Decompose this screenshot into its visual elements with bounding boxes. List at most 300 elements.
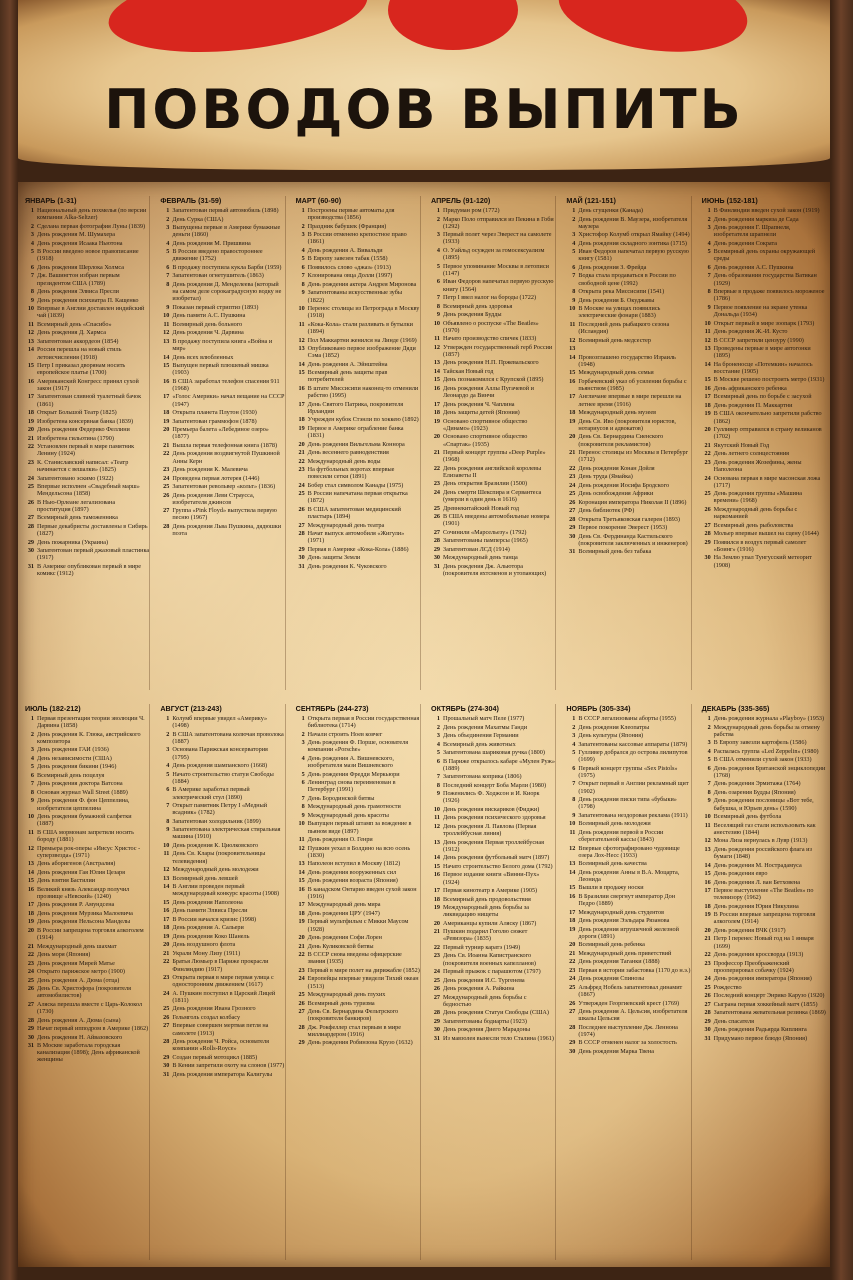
entry-day: 2 [30,730,34,738]
calendar-entry [22,910,149,917]
calendar-entry [563,749,690,763]
entry-text: Гельмголь создал колбасу [172,1013,241,1021]
entry-day: 16 [569,377,576,385]
entry-text: Всемирный день медсестер [578,336,651,344]
entry-text: День рождения возраста (Япония) [307,877,398,885]
entry-day: 23 [27,458,34,466]
entry-text: День рождения Р. Амундсена [37,901,115,909]
calendar-entry [563,1048,690,1055]
entry-day: 27 [163,1022,170,1030]
calendar-entry [428,806,555,813]
calendar-entry [22,240,149,247]
entry-text: Объявлено о роспуске «The Beatles» (1970) [443,319,539,334]
entry-text: Всемирный день больного [172,320,243,328]
calendar-entry [699,554,826,568]
entry-text: День познакомился с Крупской (1895) [443,376,544,384]
entry-day: 1 [166,715,170,722]
entry-day: 2 [166,730,170,738]
entry-text: День рождения кроссворда (1913) [713,951,804,959]
entry-text: В продажу поступила кукла Барби (1959) [172,263,282,271]
entry-day: 8 [166,280,170,288]
entry-day: 26 [298,505,305,513]
entry-text: Международный день глухих [307,991,386,999]
entry-day: 8 [572,796,576,804]
month-title: АПРЕЛЬ (91-120) [431,196,491,205]
entry-day: 27 [433,993,440,1001]
entry-day: 11 [28,828,34,836]
entry-text: Проведены первые в мире автогонки (1895) [713,345,811,360]
calendar-entry [428,529,555,536]
entry-text: Горбачевский указ об усилении борьбы с пьянством (1985) [578,377,687,392]
entry-text: День рождения Иосифа Бродского [578,481,670,489]
calendar-entry [428,335,555,342]
entry-day: 9 [30,296,34,304]
entry-text: День рождения Робинзона Крузо (1632) [307,1039,413,1047]
entry-day: 25 [298,490,305,498]
entry-day: 14 [27,346,34,354]
month-title: ЯНВАРЬ (1-31) [25,196,77,205]
entry-text: Международный день музеев [578,409,656,417]
calendar-entry [428,1035,555,1042]
calendar-entry [157,442,284,449]
entry-text: Всемирный день рыболовства [713,521,794,529]
calendar-entry [428,433,555,447]
calendar-entry [22,418,149,425]
entry-text: День рождения Н. Айвазовского [37,1033,123,1041]
entry-day: 18 [163,924,170,932]
entry-day: 3 [707,739,711,747]
entry-day: 15 [433,862,440,870]
entry-text: Всемирный день туризма [307,999,375,1007]
calendar-entry [157,899,284,906]
calendar-entry [157,1071,284,1078]
entry-day: 15 [163,898,170,906]
entry-text: Запатентованы искусственные зубы (1822) [307,289,402,304]
entry-day: 22 [433,943,440,951]
month-column [699,196,826,690]
calendar-entry [22,763,149,770]
entry-day: 16 [569,892,576,900]
calendar-entry [699,328,826,335]
entry-text: День рождения Федерико Феллини [37,426,130,434]
entry-day: 15 [433,376,440,384]
calendar-entry [563,741,690,748]
calendar-entry [428,278,555,292]
calendar-entry [563,548,690,555]
entry-text: Придумано первое блюдо (Япония) [713,1034,808,1042]
entry-day: 20 [704,426,711,434]
entry-day: 26 [433,985,440,993]
calendar-entry [699,813,826,820]
entry-day: 24 [163,989,170,997]
calendar-entry [563,893,690,907]
calendar-entry [22,264,149,271]
entry-text: Всемирный день продовольствия [443,895,531,903]
calendar-entry [699,822,826,836]
entry-text: День рождения воздвигнутой Пушкиной Анны Керн [172,450,280,465]
calendar-entry [293,1024,420,1038]
entry-text: Сделана первая фотография Луны (1839) [37,222,146,230]
entry-text: День рождения Мирей Матье [37,959,115,967]
entry-day: 9 [707,797,711,805]
entry-day: 26 [569,999,576,1007]
calendar-entry [563,369,690,376]
calendar-entry [699,393,826,400]
entry-day: 10 [569,305,576,313]
entry-text: Сыграна первая хоккейный матч (1855) [713,1000,818,1008]
entry-day: 19 [27,417,34,425]
calendar-entry [563,378,690,392]
calendar-entry [157,312,284,319]
entry-text: Запатентован огнетушитель (1863) [172,272,264,280]
entry-text: Поженились Ф. Ходжсон и И. Киорк (1926) [443,790,540,805]
entry-text: Всемирный день поцелуя [37,771,105,779]
calendar-entry [699,780,826,787]
entry-day: 27 [163,507,170,515]
entry-day: 15 [27,877,34,885]
entry-text: Придуман ром (1772) [443,207,500,214]
entry-day: 2 [436,723,440,731]
entry-day: 16 [433,384,440,392]
calendar-entry [157,354,284,361]
entry-day: 8 [436,781,440,789]
calendar-entry [428,294,555,301]
entry-day: 10 [298,305,305,313]
entry-day: 14 [298,868,305,876]
entry-text: Великий князь Александр получил прозвище «Невский» (1240) [37,885,130,900]
entry-text: Запатентован граммофон (1878) [172,417,257,425]
entry-day: 18 [298,909,305,917]
entry-text: День рождения ГАИ (1936) [37,746,109,754]
calendar-entry [22,943,149,950]
entry-day: 20 [298,440,305,448]
calendar-entry [563,926,690,940]
entry-day: 9 [436,311,440,319]
calendar-entry [428,782,555,789]
entry-day: 1 [436,207,440,214]
entry-text: Изобретена консервная банка (1839) [37,417,134,425]
calendar-entry [22,435,149,442]
entry-text: Всемирный день без табака [578,548,652,556]
calendar-entry [293,967,420,974]
red-decoration-center [388,0,518,50]
entry-text: Начат первый ипподром в Америке (1862) [37,1025,149,1033]
entry-day: 12 [298,336,305,344]
entry-day: 21 [704,441,711,449]
entry-day: 27 [298,521,305,529]
entry-day: 14 [163,883,170,891]
entry-day: 19 [163,417,170,425]
entry-text: День рождения Сократа [713,239,778,247]
entry-text: На броненосце «Потемкин» началось восстание (1905) [713,360,813,375]
entry-text: День рождения ВЧК (1917) [713,926,786,934]
month-column [563,704,691,1260]
month-column [157,196,285,690]
entry-day: 13 [27,337,34,345]
entry-day: 26 [569,498,576,506]
entry-text: День Св. Бернардина Фельтрского (покровителя банкиров) [307,1008,399,1023]
calendar-entry [699,530,826,537]
entry-text: День рождения Д. Менделеева (который на самом деле сорокаградусную водку не изобретал) [172,280,282,303]
calendar-entry [428,863,555,870]
entry-day: 2 [301,730,305,738]
entry-day: 28 [163,522,170,530]
entry-day: 11 [28,320,34,328]
month-column [293,704,421,1260]
calendar-entry [157,393,284,407]
entry-text: День рождения английской королевы Елизаветы II [443,464,542,479]
entry-text: Всемирный день охраны окружающей среды [713,248,816,263]
calendar-entry [563,984,690,998]
calendar-entry [157,507,284,521]
entry-day: 8 [707,288,711,296]
entry-day: 17 [163,393,170,401]
entry-day: 31 [433,562,440,570]
month-title: МАРТ (60-90) [295,196,342,205]
entry-text: День открытия Бразилии (1500) [443,480,528,488]
calendar-entry [157,1062,284,1069]
entry-day: 5 [436,262,440,270]
entry-day: 24 [163,474,170,482]
entry-day: 5 [30,248,34,256]
calendar-entry [563,216,690,230]
entry-day: 15 [298,369,305,377]
calendar-entry [428,465,555,479]
calendar-entry [22,1001,149,1015]
calendar-entry [428,944,555,951]
entry-day: 14 [433,854,440,862]
calendar-entry [22,409,149,416]
entry-day: 23 [569,966,576,974]
calendar-entry [699,361,826,375]
calendar-entry [699,862,826,869]
month-title: НОЯБРЬ (305-334) [566,704,631,713]
entry-day: 30 [433,554,440,562]
entry-day: 11 [434,814,440,822]
entry-text: Первая в истории забастовка (1170 до н.э.) [578,966,691,974]
entry-day: 23 [298,466,305,474]
entry-day: 13 [298,860,305,868]
calendar-entry [22,231,149,238]
entry-text: День рождения ЦРУ (1947) [307,909,380,917]
calendar-entry [563,240,690,247]
month-title: ДЕКАБРЬ (335-365) [701,704,770,713]
entry-day: 17 [433,887,440,895]
entry-day: 4 [30,754,34,762]
calendar-entry [157,866,284,873]
entry-day: 12 [569,336,576,344]
entry-day: 6 [301,779,305,787]
entry-day: 15 [569,884,576,892]
entry-text: Водка стала продаваться в России по свободной цене (1992) [578,272,676,287]
entry-text: День рождения писки типа «бубыки» (1798) [578,796,677,811]
entry-text: День рождения российского флага из бумаги (1848) [713,845,812,861]
entry-text: День рождения Жозефины, жены Наполеона [713,458,802,474]
calendar-entry [699,887,826,901]
entry-text: Открыт первый в мире зоопарк (1793) [713,319,815,327]
calendar-entry [563,967,690,974]
entry-text: Открыто парижское метро (1900) [37,968,125,976]
entry-day: 3 [166,224,170,231]
entry-day: 22 [433,464,440,472]
entry-text: День рождения Махатмы Ганди [443,723,528,731]
calendar-entry [293,731,420,738]
calendar-entry [293,482,420,489]
calendar-entry [157,248,284,262]
entry-text: В Финляндии введен сухой закон (1919) [713,207,820,214]
calendar-entry [22,338,149,345]
entry-text: Запатентован револьвер «кольт» (1836) [172,483,276,491]
entry-day: 24 [704,975,711,983]
calendar-entry [699,846,826,860]
entry-text: Впервые в Англии доставлен индийский чай (1839) [37,305,145,320]
entry-day: 15 [569,369,576,377]
entry-text: В СССР запретили цензуру (1990) [713,336,804,344]
entry-day: 9 [436,790,440,798]
entry-text: День рождения К. Глюка, австрийского композитора [37,730,141,745]
entry-day: 17 [298,400,305,408]
entry-day: 29 [27,538,34,546]
entry-day: 30 [704,554,711,562]
entry-day: 25 [569,490,576,498]
calendar-entry [563,433,690,447]
entry-text: Якутский Новый Год [713,441,770,449]
entry-text: Запатентованы памперсы (1965) [443,537,528,545]
entry-day: 8 [301,280,305,288]
calendar-entry [563,264,690,271]
calendar-entry [293,490,420,504]
entry-text: Всемирный день защиты прав потребителей [307,369,388,384]
entry-text: В России напечатана первая открытка (1872) [307,490,408,505]
entry-day: 16 [704,384,711,392]
calendar-entry [22,968,149,975]
entry-text: Пушкин уехал в Болдино на всю осень (1830) [307,844,411,859]
entry-text: День рождения К. Чуковского [307,562,387,570]
entry-day: 6 [707,764,711,772]
entry-text: В СССР снова введены офицерские звания (1935) [307,951,402,966]
calendar-entry [699,935,826,949]
entry-day: 25 [704,983,711,991]
entry-day: 30 [298,554,305,562]
entry-day: 1 [707,715,711,722]
calendar-entry [428,1009,555,1016]
entry-day: 7 [301,794,305,802]
entry-day: 17 [27,393,34,401]
calendar-entry [428,537,555,544]
entry-day: 5 [301,770,305,778]
calendar-entry [699,450,826,457]
entry-text: Первая презентация теории эволюции Ч. Дарвина (1858) [37,715,145,730]
entry-text: День Св. Бернардина Сиенского (покровителя рекламистов) [578,433,664,448]
month-title: МАЙ (121-151) [566,196,616,205]
entry-day: 26 [163,1013,170,1021]
calendar-entry [699,385,826,392]
calendar-entry [563,941,690,948]
entry-day: 12 [433,822,440,830]
entry-day: 4 [301,754,305,762]
entry-text: Тайская Новый год [443,367,494,375]
entry-text: День рождения Н.П. Пржевальского [443,359,539,367]
entry-day: 18 [433,409,440,417]
entry-text: В России введено новое правописание (1918) [37,248,139,263]
entry-day: 11 [704,328,711,336]
entry-text: Открыта планета Плутон (1930) [172,409,257,417]
calendar-entry [22,918,149,925]
calendar-entry [293,715,420,729]
entry-day: 22 [569,464,576,472]
calendar-entry [293,877,420,884]
calendar-entry [428,854,555,861]
calendar-entry [157,731,284,745]
entry-day: 3 [707,224,711,231]
entry-text: День рождения Таганки (1888) [578,958,660,966]
entry-day: 14 [569,353,576,361]
calendar-entry [293,563,420,570]
calendar-entry [22,321,149,328]
entry-text: День рождения Ивана Грозного [172,1005,256,1013]
page-title: ПОВОДОВ ВЫПИТЬ [104,78,744,141]
calendar-panel [18,182,830,1267]
entry-day: 17 [298,901,305,909]
calendar-entry [22,483,149,497]
entry-day: 5 [30,763,34,771]
entry-text: День рождения Л. ван Бетховена [713,878,800,886]
calendar-entry [22,977,149,984]
entry-text: Группа «Pink Floyd» выпустила первую песню (1967) [172,507,277,522]
entry-text: День воздушного флота [172,941,236,949]
entry-text: Братья Люмьер в Париже прокрасли Финляндию (1917) [172,958,269,973]
entry-day: 10 [433,805,440,813]
calendar-entry [428,320,555,334]
calendar-entry [563,1008,690,1022]
entry-text: Первое появление на экране утенка Дональда (1934) [713,303,808,319]
entry-text: День рождения О. Генри [307,836,373,844]
entry-text: В Бразилии свергнут император Дон Педро (1889) [578,892,676,908]
calendar-entry [293,812,420,819]
month-title: АВГУСТ (213-243) [160,704,222,713]
entry-text: В Париже открылось кабаре «Мулен Руж» (1889) [443,757,555,772]
entry-text: День рождения И.С. Тургенева [443,976,525,984]
entry-day: 23 [433,952,440,960]
entry-day: 12 [704,336,711,344]
calendar-entry [699,960,826,974]
entry-text: День библиотек (РФ) [578,507,635,515]
entry-text: Выпущен первый плюшевый мишка (1903) [172,362,269,377]
entry-day: 30 [163,1062,170,1070]
entry-text: День рождения Исаака Ньютона [37,239,123,247]
entry-day: 6 [30,771,34,779]
calendar-entry [563,1039,690,1046]
entry-text: Первое издание книги «Винни-Пух» (1924) [443,871,540,886]
entry-day: 18 [704,902,711,910]
calendar-entry [157,523,284,537]
entry-text: Начат выпуск автомобиля «Жигули» (1971) [307,530,405,545]
entry-text: Появилось слово «джаз» (1913) [307,263,391,271]
entry-day: 25 [27,483,34,491]
entry-day: 16 [27,377,34,385]
calendar-entry [563,482,690,489]
calendar-entry [428,1018,555,1025]
entry-day: 10 [163,841,170,849]
calendar-entry [428,758,555,772]
entry-text: Национальный день похмелья (по версии компании Alka-Seltzer) [37,207,147,222]
entry-day: 21 [298,942,305,950]
entry-text: Запатентовано эскимо (1922) [37,474,114,482]
wooden-frame-right [831,0,853,1280]
entry-text: Англичане впервые в мире перешли на летнее время (1916) [578,393,682,408]
entry-text: Последний концерт Боба Марли (1980) [443,781,547,789]
month-title: ИЮЛЬ (182-212) [25,704,81,713]
